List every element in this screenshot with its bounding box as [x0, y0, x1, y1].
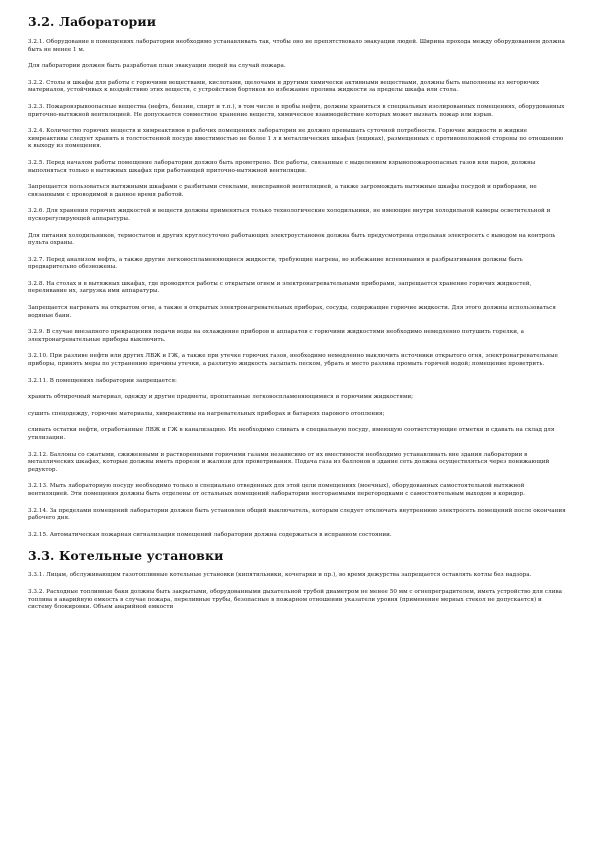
paragraph: 3.2.15. Автоматическая пожарная сигнализация помещений лаборатории должна содержаться в исправном состоянии. [28, 531, 392, 538]
paragraph: 3.2.10. При разливе нефти или других ЛВЖ и ГЖ, а также при утечке горючих газов, необходимо немедленно выключить источники открытого огня, электронагревательные приборы, принять меры по устранению причины утечки, а разлитую жидкость засыпать песком, убрать и место разлива промыть горячей водой; помещение проветрить. [28, 353, 558, 368]
paragraph: Запрещается нагревать на открытом огне, а также в открытых электронагревательных приборах, сосуды, содержащие горючие жидкости. Для этого должны использоваться водяные бани. [28, 305, 556, 319]
section-boiler-installations [28, 548, 567, 611]
paragraph: 3.2.14. За пределами помещений лаборатории должен быть установлен общий выключатель, которым следует отключать внутреннюю электросеть помещений после окончания рабочего дня. [28, 507, 566, 522]
paragraph: Для питания холодильников, термостатов и других круглосуточно работающих электроустановок должна быть предусмотрена отдельная электросеть с выводом на контроль пульта охраны. [28, 232, 556, 247]
paragraph: 3.2.13. Мыть лабораторную посуду необходимо только в специально отведенных для этой цели помещениях (моечных), оборудованных самостоятельной вытяжной вентиляцией. Эти помещения должны быть отделены от остальных помещений лаборатории несгораемыми перегородками с самостоятельным выходом в коридор. [28, 483, 525, 497]
paragraph: 3.2.7. Перед анализом нефть, а также другие легковоспламеняющиеся жидкости, требующие нагрева, во избежание вспенивания и разбрызгивания должны быть предварительно обезвожены. [28, 256, 523, 271]
paragraph: 3.2.11. В помещениях лаборатории запрещается: [28, 377, 177, 384]
paragraph: 3.2.3. Пожаровзрывоопасные вещества (нефть, бензин, спирт и т.п.), в том числе и пробы нефти, должны храниться в специальных изолированных помещениях, оборудованных приточно-вытяжной вентиляцией. Не допускается совместное хранение веществ, химическое взаимодействие которых может вызвать пожар или взрыв. [28, 103, 565, 118]
section-laboratories [28, 14, 567, 539]
paragraph: 3.2.6. Для хранения горючих жидкостей и веществ должны применяться только технологические холодильники, не имеющие внутри холодильной камеры осветительной и пускорегулирующей аппаратуры. [28, 208, 551, 222]
paragraph: 3.2.12. Баллоны со сжатыми, сжиженными и растворенными горючими газами независимо от их вместимости необходимо устанавливать вне здания лаборатории в металлических шкафах, которые должны иметь прорези и жалюзи для проветривания. Подача газа из баллонов в здание сеть должна осуществляться через понижающий редуктор. [28, 451, 550, 473]
paragraph: 3.2.8. На столах и в вытяжных шкафах, где проводятся работы с открытым огнем и электронагревательными приборами, запрещается хранение горючих жидкостей, переливание их, загрузка ими аппаратуры. [28, 280, 532, 295]
paragraph: 3.3.2. Расходные топливные баки должны быть закрытыми, оборудованными дыхательной трубой диаметром не менее 50 мм с огнепреградителем, иметь устройство для слива топлива в аварийную емкость в случае пожара, переливные трубы, безопасные в пожарном отношении указатели уровня (применение мерных стекол не допускается) и систему блокировки. Объем аварийной емкости [28, 588, 563, 611]
list-item: сушить спецодежду, горючие материалы, химреактивы на нагревательных приборах и батареях парового отопления; [28, 410, 385, 417]
section-heading-laboratories: 3.2. Лаборатории [28, 14, 157, 29]
paragraph: 3.3.1. Лицам, обслуживающим газотопливные котельные установки (кипятильники, кочегарки и пр.), во время дежурства запрещается оставлять котлы без надзора. [28, 572, 532, 579]
paragraph: 3.2.5. Перед началом работы помещение лаборатории должно быть проветрено. Все работы, связанные с выделением взрывопожароопасных газов или паров, должны выполняться только в вытяжных шкафах при работающей приточно-вытяжной вентиляции. [28, 159, 536, 174]
paragraph: 3.2.9. В случае внезапного прекращения подачи воды на охлаждение приборов и аппаратов с горючими жидкостями необходимо немедленно потушить горелки, а электронагревательные приборы выключить. [28, 329, 525, 343]
paragraph: 3.2.1. Оборудование в помещениях лаборатории необходимо устанавливать так, чтобы оно не препятствовало эвакуации людей. Ширина прохода между оборудованием должна быть не менее 1 м. [28, 39, 565, 53]
section-heading-boilers: 3.3. Котельные установки [28, 548, 224, 564]
paragraph: Для лаборатории должен быть разработан план эвакуации людей на случай пожара. [28, 63, 286, 70]
paragraph: 3.2.4. Количество горючих веществ и химреактивов в рабочих помещениях лаборатории не должно превышать суточной потребности. Горючие жидкости и жидкие химреактивы следует хранить в толстостенной посуде вместимостью не более 1 л в металлических шкафах (ящиках), размещенных с противоположной стороны по отношению к выходу из помещения. [28, 128, 564, 150]
list-item: сливать остатки нефти, отработанные ЛВЖ и ГЖ в канализацию. Их необходимо сливать в специальную посуду, имеющую соответствующие отметки и сдавать на склад для утилизации. [28, 427, 555, 441]
list-item: хранить обтирочный материал, одежду и другие предметы, пропитанные легковоспламеняющимися и горючими жидкостями; [28, 394, 414, 401]
paragraph: Запрещается пользоваться вытяжными шкафами с разбитыми стеклами, неисправной вентиляцией, а также загромождать вытяжные шкафы посудой и приборами, не связанными с проводимой в данное время работой. [28, 184, 537, 198]
paragraph: 3.2.2. Столы и шкафы для работы с горючими веществами, кислотами, щелочами и другими химически активными веществами, должны быть выполнены из негорючих материалов, устойчивых к воздействию этих веществ, с устройством бортиков во избежание пролива жидкости за пределы шкафа или стола. [28, 79, 540, 94]
